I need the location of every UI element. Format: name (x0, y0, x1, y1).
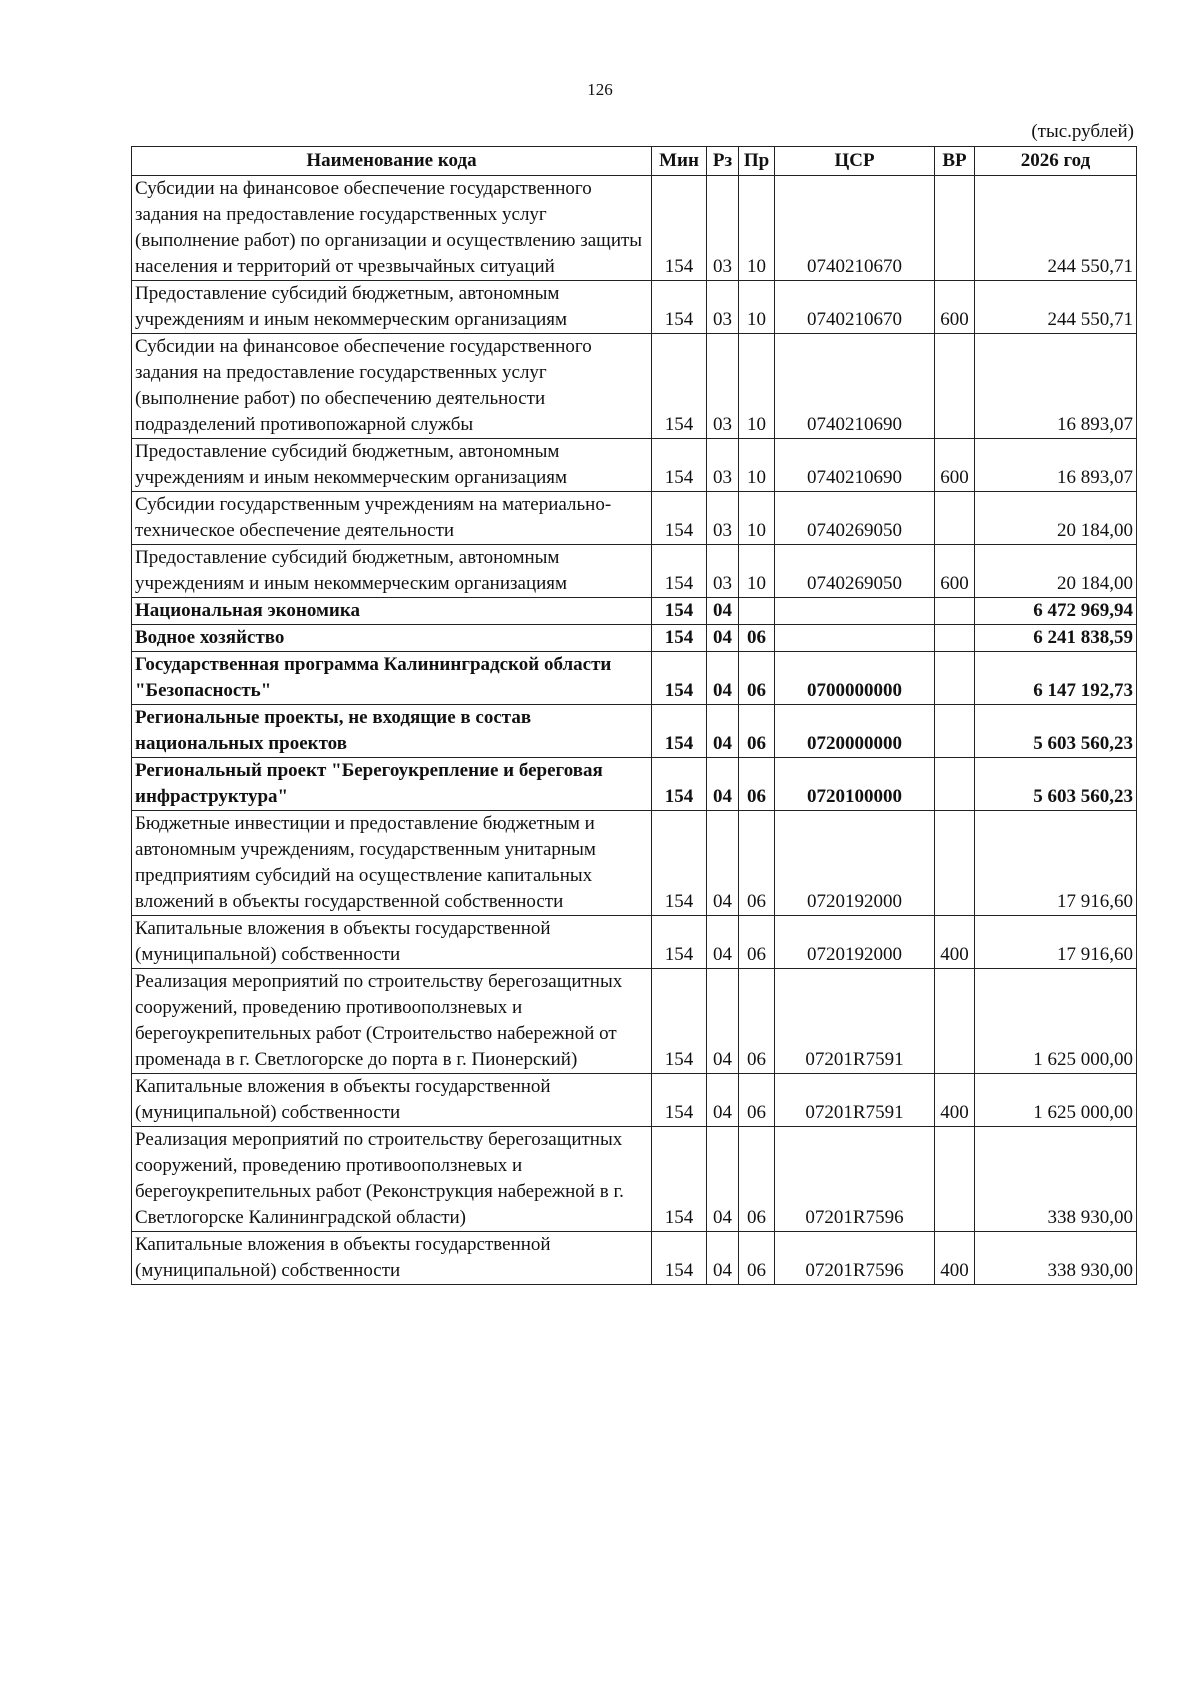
cell-name: Региональный проект "Берегоукрепление и береговая инфраструктура" (132, 758, 652, 811)
header-min: Мин (652, 147, 707, 176)
cell-pr: 10 (739, 492, 775, 545)
cell-csr: 07201R7596 (775, 1232, 935, 1285)
cell-name: Водное хозяйство (132, 625, 652, 652)
cell-name: Капитальные вложения в объекты государственной (муниципальной) собственности (132, 916, 652, 969)
cell-pr: 06 (739, 758, 775, 811)
cell-rz: 03 (707, 281, 739, 334)
cell-pr: 06 (739, 916, 775, 969)
cell-vr: 400 (935, 1232, 975, 1285)
cell-pr: 06 (739, 1232, 775, 1285)
cell-min: 154 (652, 916, 707, 969)
cell-vr (935, 652, 975, 705)
cell-csr: 0740269050 (775, 545, 935, 598)
cell-vr (935, 334, 975, 439)
cell-csr: 0720100000 (775, 758, 935, 811)
cell-min: 154 (652, 652, 707, 705)
cell-csr (775, 625, 935, 652)
table-row (132, 916, 1137, 969)
budget-table (131, 146, 1137, 1285)
cell-min: 154 (652, 545, 707, 598)
cell-csr: 0720000000 (775, 705, 935, 758)
table-row (132, 652, 1137, 705)
cell-rz: 04 (707, 1074, 739, 1127)
cell-rz: 03 (707, 492, 739, 545)
table-row (132, 545, 1137, 598)
cell-sum: 17 916,60 (975, 916, 1137, 969)
table-body (132, 176, 1137, 1285)
cell-vr (935, 969, 975, 1074)
cell-min: 154 (652, 598, 707, 625)
cell-rz: 04 (707, 625, 739, 652)
cell-name: Предоставление субсидий бюджетным, автономным учреждениям и иным некоммерческим организациям (132, 281, 652, 334)
cell-vr (935, 598, 975, 625)
cell-csr: 07201R7591 (775, 1074, 935, 1127)
table-row (132, 969, 1137, 1074)
cell-vr: 600 (935, 545, 975, 598)
cell-csr: 0700000000 (775, 652, 935, 705)
cell-pr: 06 (739, 652, 775, 705)
cell-rz: 03 (707, 176, 739, 281)
cell-vr: 600 (935, 439, 975, 492)
table-row (132, 176, 1137, 281)
cell-rz: 03 (707, 334, 739, 439)
table-row (132, 1232, 1137, 1285)
cell-vr: 600 (935, 281, 975, 334)
header-pr: Пр (739, 147, 775, 176)
cell-vr: 400 (935, 1074, 975, 1127)
cell-vr: 400 (935, 916, 975, 969)
cell-csr: 07201R7596 (775, 1127, 935, 1232)
cell-name: Капитальные вложения в объекты государственной (муниципальной) собственности (132, 1074, 652, 1127)
cell-sum: 1 625 000,00 (975, 1074, 1137, 1127)
cell-name: Субсидии на финансовое обеспечение государственного задания на предоставление государственных услуг (выполнение работ) по организации и осуществлению защиты населения и территорий от чрезвычайных ситуаций (132, 176, 652, 281)
cell-rz: 04 (707, 598, 739, 625)
cell-pr: 10 (739, 334, 775, 439)
cell-min: 154 (652, 492, 707, 545)
cell-sum: 16 893,07 (975, 439, 1137, 492)
page-number: 126 (587, 80, 613, 99)
cell-sum: 5 603 560,23 (975, 705, 1137, 758)
cell-min: 154 (652, 1127, 707, 1232)
cell-min: 154 (652, 176, 707, 281)
cell-pr: 06 (739, 811, 775, 916)
cell-csr: 0740210670 (775, 176, 935, 281)
cell-pr: 06 (739, 1127, 775, 1232)
cell-name: Государственная программа Калининградской области "Безопасность" (132, 652, 652, 705)
cell-vr (935, 811, 975, 916)
table-row (132, 439, 1137, 492)
cell-pr: 10 (739, 281, 775, 334)
cell-rz: 04 (707, 916, 739, 969)
cell-min: 154 (652, 281, 707, 334)
cell-min: 154 (652, 1074, 707, 1127)
cell-min: 154 (652, 1232, 707, 1285)
cell-min: 154 (652, 705, 707, 758)
header-csr: ЦСР (775, 147, 935, 176)
cell-sum: 20 184,00 (975, 492, 1137, 545)
cell-min: 154 (652, 969, 707, 1074)
cell-csr: 0740210690 (775, 334, 935, 439)
cell-rz: 03 (707, 439, 739, 492)
cell-vr (935, 1127, 975, 1232)
table-row (132, 758, 1137, 811)
table-row (132, 492, 1137, 545)
table-row (132, 1127, 1137, 1232)
cell-sum: 17 916,60 (975, 811, 1137, 916)
units-label: (тыс.рублей) (1031, 121, 1134, 142)
cell-name: Национальная экономика (132, 598, 652, 625)
cell-rz: 04 (707, 1127, 739, 1232)
cell-min: 154 (652, 811, 707, 916)
cell-name: Реализация мероприятий по строительству берегозащитных сооружений, проведению противооползневых и берегоукрепительных работ (Строительство набережной от променада в г. Светлогорске до порта в г. Пионерский) (132, 969, 652, 1074)
table-row (132, 705, 1137, 758)
cell-rz: 04 (707, 1232, 739, 1285)
cell-sum: 6 241 838,59 (975, 625, 1137, 652)
cell-name: Региональные проекты, не входящие в состав национальных проектов (132, 705, 652, 758)
cell-min: 154 (652, 758, 707, 811)
cell-vr (935, 705, 975, 758)
table-row (132, 1074, 1137, 1127)
cell-sum: 6 472 969,94 (975, 598, 1137, 625)
table-row (132, 625, 1137, 652)
cell-sum: 5 603 560,23 (975, 758, 1137, 811)
cell-pr (739, 598, 775, 625)
cell-pr: 10 (739, 176, 775, 281)
cell-pr: 06 (739, 705, 775, 758)
cell-sum: 244 550,71 (975, 176, 1137, 281)
cell-min: 154 (652, 625, 707, 652)
header-rz: Рз (707, 147, 739, 176)
header-vr: ВР (935, 147, 975, 176)
cell-rz: 03 (707, 545, 739, 598)
cell-min: 154 (652, 334, 707, 439)
header-year: 2026 год (975, 147, 1137, 176)
cell-csr (775, 598, 935, 625)
cell-csr: 0740210690 (775, 439, 935, 492)
table-row (132, 281, 1137, 334)
cell-pr: 06 (739, 1074, 775, 1127)
cell-vr (935, 176, 975, 281)
table-row (132, 598, 1137, 625)
cell-pr: 10 (739, 439, 775, 492)
cell-csr: 07201R7591 (775, 969, 935, 1074)
cell-name: Предоставление субсидий бюджетным, автономным учреждениям и иным некоммерческим организациям (132, 439, 652, 492)
cell-sum: 244 550,71 (975, 281, 1137, 334)
table-row (132, 334, 1137, 439)
cell-sum: 338 930,00 (975, 1127, 1137, 1232)
cell-name: Субсидии государственным учреждениям на материально-техническое обеспечение деятельности (132, 492, 652, 545)
cell-csr: 0740210670 (775, 281, 935, 334)
cell-csr: 0740269050 (775, 492, 935, 545)
cell-rz: 04 (707, 705, 739, 758)
cell-sum: 6 147 192,73 (975, 652, 1137, 705)
cell-name: Предоставление субсидий бюджетным, автономным учреждениям и иным некоммерческим организациям (132, 545, 652, 598)
cell-vr (935, 758, 975, 811)
table-header-row (132, 147, 1137, 176)
cell-rz: 04 (707, 811, 739, 916)
cell-rz: 04 (707, 758, 739, 811)
cell-sum: 16 893,07 (975, 334, 1137, 439)
cell-vr (935, 492, 975, 545)
cell-csr: 0720192000 (775, 916, 935, 969)
cell-name: Субсидии на финансовое обеспечение государственного задания на предоставление государственных услуг (выполнение работ) по обеспечению деятельности подразделений противопожарной службы (132, 334, 652, 439)
cell-sum: 338 930,00 (975, 1232, 1137, 1285)
cell-sum: 20 184,00 (975, 545, 1137, 598)
cell-sum: 1 625 000,00 (975, 969, 1137, 1074)
cell-min: 154 (652, 439, 707, 492)
cell-rz: 04 (707, 969, 739, 1074)
cell-vr (935, 625, 975, 652)
cell-pr: 10 (739, 545, 775, 598)
cell-name: Бюджетные инвестиции и предоставление бюджетным и автономным учреждениям, государственным унитарным предприятиям субсидий на осуществление капитальных вложений в объекты государственной собственности (132, 811, 652, 916)
cell-pr: 06 (739, 625, 775, 652)
header-name: Наименование кода (132, 147, 652, 176)
table-row (132, 811, 1137, 916)
cell-name: Реализация мероприятий по строительству берегозащитных сооружений, проведению противооползневых и берегоукрепительных работ (Реконструкция набережной в г. Светлогорске Калининградской области) (132, 1127, 652, 1232)
cell-pr: 06 (739, 969, 775, 1074)
cell-rz: 04 (707, 652, 739, 705)
cell-csr: 0720192000 (775, 811, 935, 916)
cell-name: Капитальные вложения в объекты государственной (муниципальной) собственности (132, 1232, 652, 1285)
